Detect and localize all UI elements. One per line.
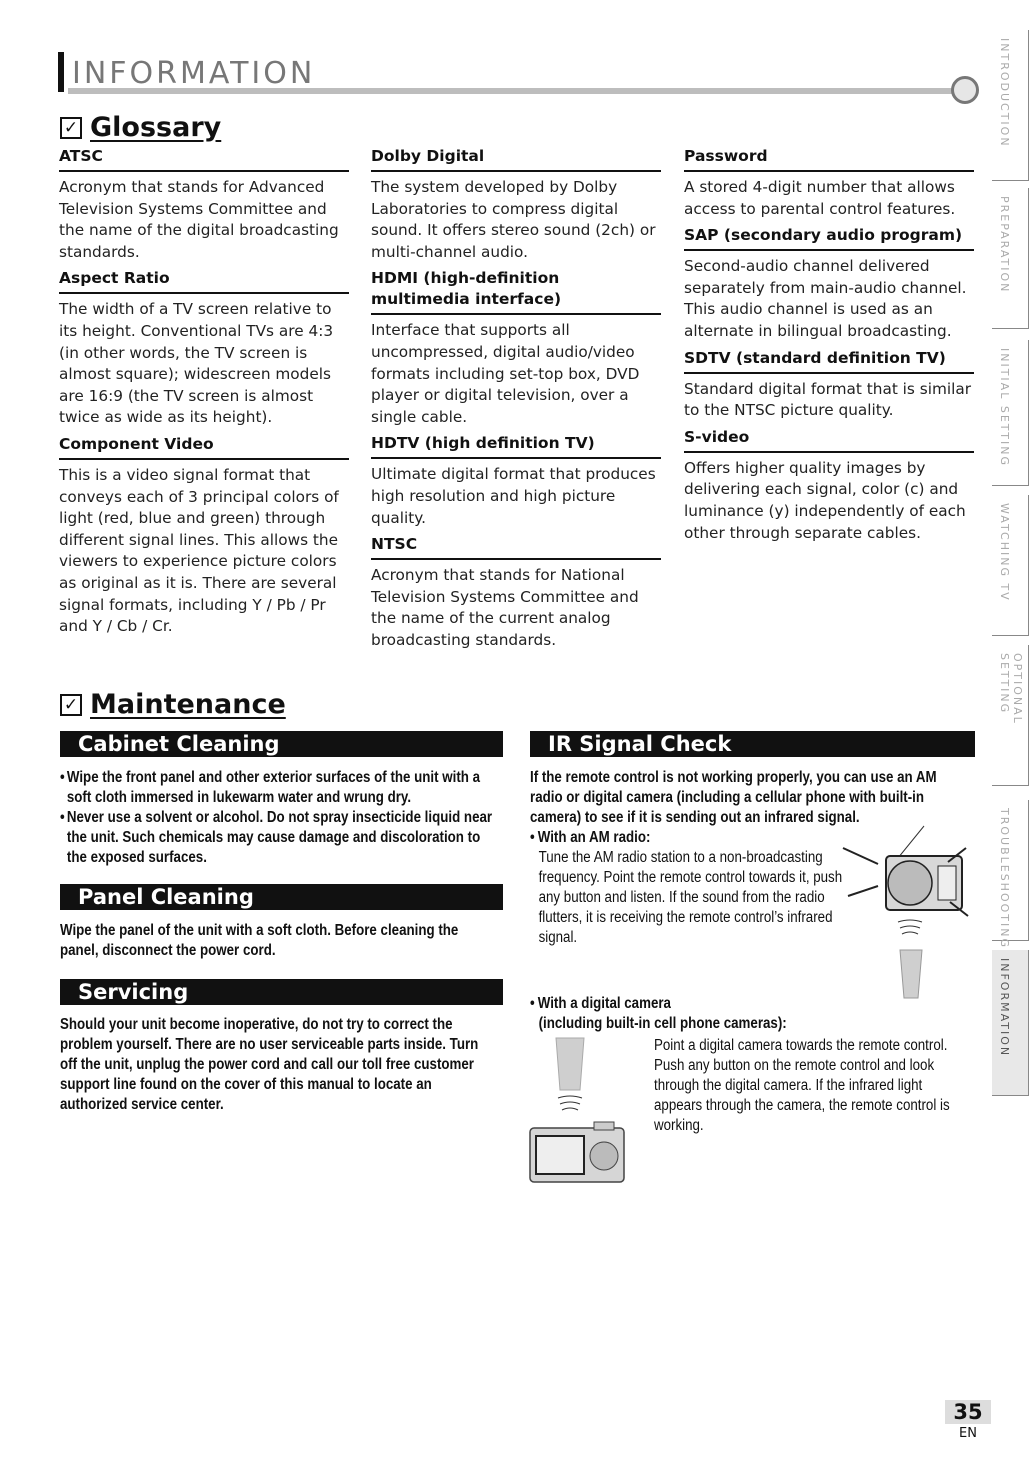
checkbox-icon: ✓: [60, 117, 82, 139]
ir-camera-body: [654, 1036, 1014, 1136]
ir-signal-check-band: [530, 731, 975, 757]
header-circle-icon: [951, 76, 979, 104]
sidebar-tab-preparation[interactable]: [992, 188, 1029, 329]
ir-am-text: Tune the AM radio station to a non-broadcasting frequency. Point the remote control towards it, push any button and listen. If the sound from the radio flutters, it is receiving the remote control’s infrared signal.: [538, 849, 843, 946]
glossary-term: HDTV (high definition TV): [371, 433, 661, 459]
checkbox-icon: ✓: [60, 694, 82, 716]
digital-camera-illustration: [528, 1036, 628, 1186]
panel-cleaning-text: Wipe the panel of the unit with a soft cloth. Before cleaning the panel, disconnect the power cord.: [60, 922, 459, 959]
sidebar-tab-introduction[interactable]: [992, 30, 1029, 181]
ir-camera-heading-text: With a digital camera: [537, 995, 671, 1012]
panel-cleaning-band: [60, 884, 503, 910]
ir-signal-check-title: IR Signal Check: [548, 732, 732, 756]
glossary-definition: The width of a TV screen relative to its height. Conventional TVs are 4:3 (in other words, the TV screen is almost square); widescreen models are 16:9 (the TV screen is almost twice as wide as its height).: [59, 300, 334, 427]
servicing-band: [60, 979, 503, 1005]
ir-camera: [530, 994, 980, 1034]
servicing-title: Servicing: [78, 980, 189, 1004]
panel-cleaning-title: Panel Cleaning: [78, 885, 254, 909]
sidebar-tab-optional-setting[interactable]: [992, 645, 1029, 786]
header-bar: [58, 52, 64, 92]
glossary-term: Password: [684, 146, 974, 172]
ir-am-heading: • With an AM radio:: [530, 829, 651, 846]
cabinet-cleaning-body: [60, 768, 570, 868]
cabinet-bullet-1: Wipe the front panel and other exterior surfaces of the unit with a soft cloth immersed in lukewarm water and wrung dry.: [66, 769, 481, 806]
glossary-definition: Ultimate digital format that produces high resolution and high picture quality.: [371, 465, 656, 527]
list-item: • Never use a solvent or alcohol. Do not spray insecticide liquid near the unit. Such chemicals may cause damage and discoloration to the exposed surfaces.: [60, 808, 499, 868]
glossary-definition: Acronym that stands for National Television Systems Committee and the name of the current analog broadcasting standards.: [371, 566, 639, 649]
panel-cleaning-body: [60, 921, 570, 961]
language-code: EN: [959, 1426, 977, 1441]
servicing-text: Should your unit become inoperative, do not try to correct the problem yourself. There are no user serviceable parts inside. Turn off the unit, unplug the power cord and call our toll free customer support line found on the cover of this manual to locate an authorized service center.: [60, 1016, 479, 1113]
glossary-definition: Interface that supports all uncompressed, digital audio/video formats including set-top box, DVD player or digital television, over a single cable.: [371, 321, 640, 426]
list-item: • Wipe the front panel and other exterior surfaces of the unit with a soft cloth immersed in lukewarm water and wrung dry.: [60, 768, 499, 808]
glossary-term: SAP (secondary audio program): [684, 225, 974, 251]
sidebar-tab-label: INITIAL SETTING: [998, 348, 1011, 468]
glossary-heading: [60, 112, 221, 143]
glossary-term: NTSC: [371, 534, 661, 560]
glossary-definition: This is a video signal format that conveys each of 3 principal colors of light (red, blue and green) through different signal lines. This allows the viewers to experience picture colors as original as it is. There are several signal formats, including Y / Pb / Pr and Y / Cb / Cr.: [59, 465, 339, 636]
sidebar-tab-initial-setting[interactable]: [992, 340, 1029, 486]
ir-camera-heading: • With a digital camera: [530, 995, 671, 1012]
glossary-definition: Offers higher quality images by delivering each signal, color (c) and luminance (y) independently of each other through separate cables.: [684, 458, 966, 542]
glossary-definition: Second-audio channel delivered separately from main-audio channel. This audio channel is used as an alternate in bilingual broadcasting.: [684, 257, 967, 340]
glossary-definition: Standard digital format that is similar to the NTSC picture quality.: [684, 379, 972, 420]
am-radio-illustration: [838, 820, 978, 1000]
sidebar-tab-label: PREPARATION: [998, 196, 1011, 294]
cabinet-cleaning-band: [60, 731, 503, 757]
page-number: [938, 1400, 998, 1441]
glossary-term: S-video: [684, 427, 974, 453]
sidebar-tab-label: INTRODUCTION: [998, 38, 1011, 148]
page-number-value: 35: [945, 1400, 990, 1424]
page-header: [58, 50, 978, 100]
ir-camera-heading-2: (including built-in cell phone cameras):: [538, 1015, 787, 1032]
glossary-term: ATSC: [59, 146, 349, 172]
ir-intro-text: If the remote control is not working properly, you can use an AM radio or digital camera (including a cellular phone with built-in camera) to see if it is sending out an infrared signal.: [530, 769, 937, 826]
glossary-term: Dolby Digital: [371, 146, 661, 172]
glossary-term: Aspect Ratio: [59, 268, 349, 294]
sidebar-tab-label: INFORMATION: [998, 958, 1011, 1058]
glossary-column-1: [59, 146, 349, 643]
glossary-term: SDTV (standard definition TV): [684, 348, 974, 374]
sidebar-tab-label: TROUBLESHOOTING: [998, 808, 1011, 949]
sidebar-tab-label: WATCHING TV: [998, 503, 1011, 602]
maintenance-title: Maintenance: [90, 689, 286, 720]
ir-am-heading-text: With an AM radio:: [537, 829, 651, 846]
glossary-definition: A stored 4-digit number that allows access to parental control features.: [684, 178, 956, 218]
ir-camera-text: Point a digital camera towards the remote control. Push any button on the remote control and look through the digital camera. If the infrared light appears through the camera, the remote control is working.: [654, 1037, 950, 1134]
glossary-column-3: [684, 146, 974, 549]
servicing-body: [60, 1015, 565, 1115]
sidebar-tab-watching-tv[interactable]: [992, 495, 1029, 636]
cabinet-cleaning-title: Cabinet Cleaning: [78, 732, 280, 756]
sidebar-tab-label: OPTIONAL SETTING: [998, 653, 1024, 725]
glossary-term: HDMI (high-definition multimedia interface): [371, 268, 661, 315]
ir-intro: [530, 768, 1025, 828]
glossary-column-2: [371, 146, 661, 657]
glossary-title: Glossary: [90, 112, 222, 143]
maintenance-heading: [60, 689, 286, 720]
glossary-term: Component Video: [59, 434, 349, 460]
header-title: INFORMATION: [72, 56, 316, 91]
cabinet-bullet-2: Never use a solvent or alcohol. Do not spray insecticide liquid near the unit. Such chemicals may cause damage and discoloration to the exposed surfaces.: [66, 809, 493, 866]
glossary-definition: The system developed by Dolby Laboratories to compress digital sound. It offers stereo sound (2ch) or multi-channel audio.: [371, 178, 656, 261]
glossary-definition: Acronym that stands for Advanced Television Systems Committee and the name of the digital broadcasting standards.: [59, 178, 339, 261]
